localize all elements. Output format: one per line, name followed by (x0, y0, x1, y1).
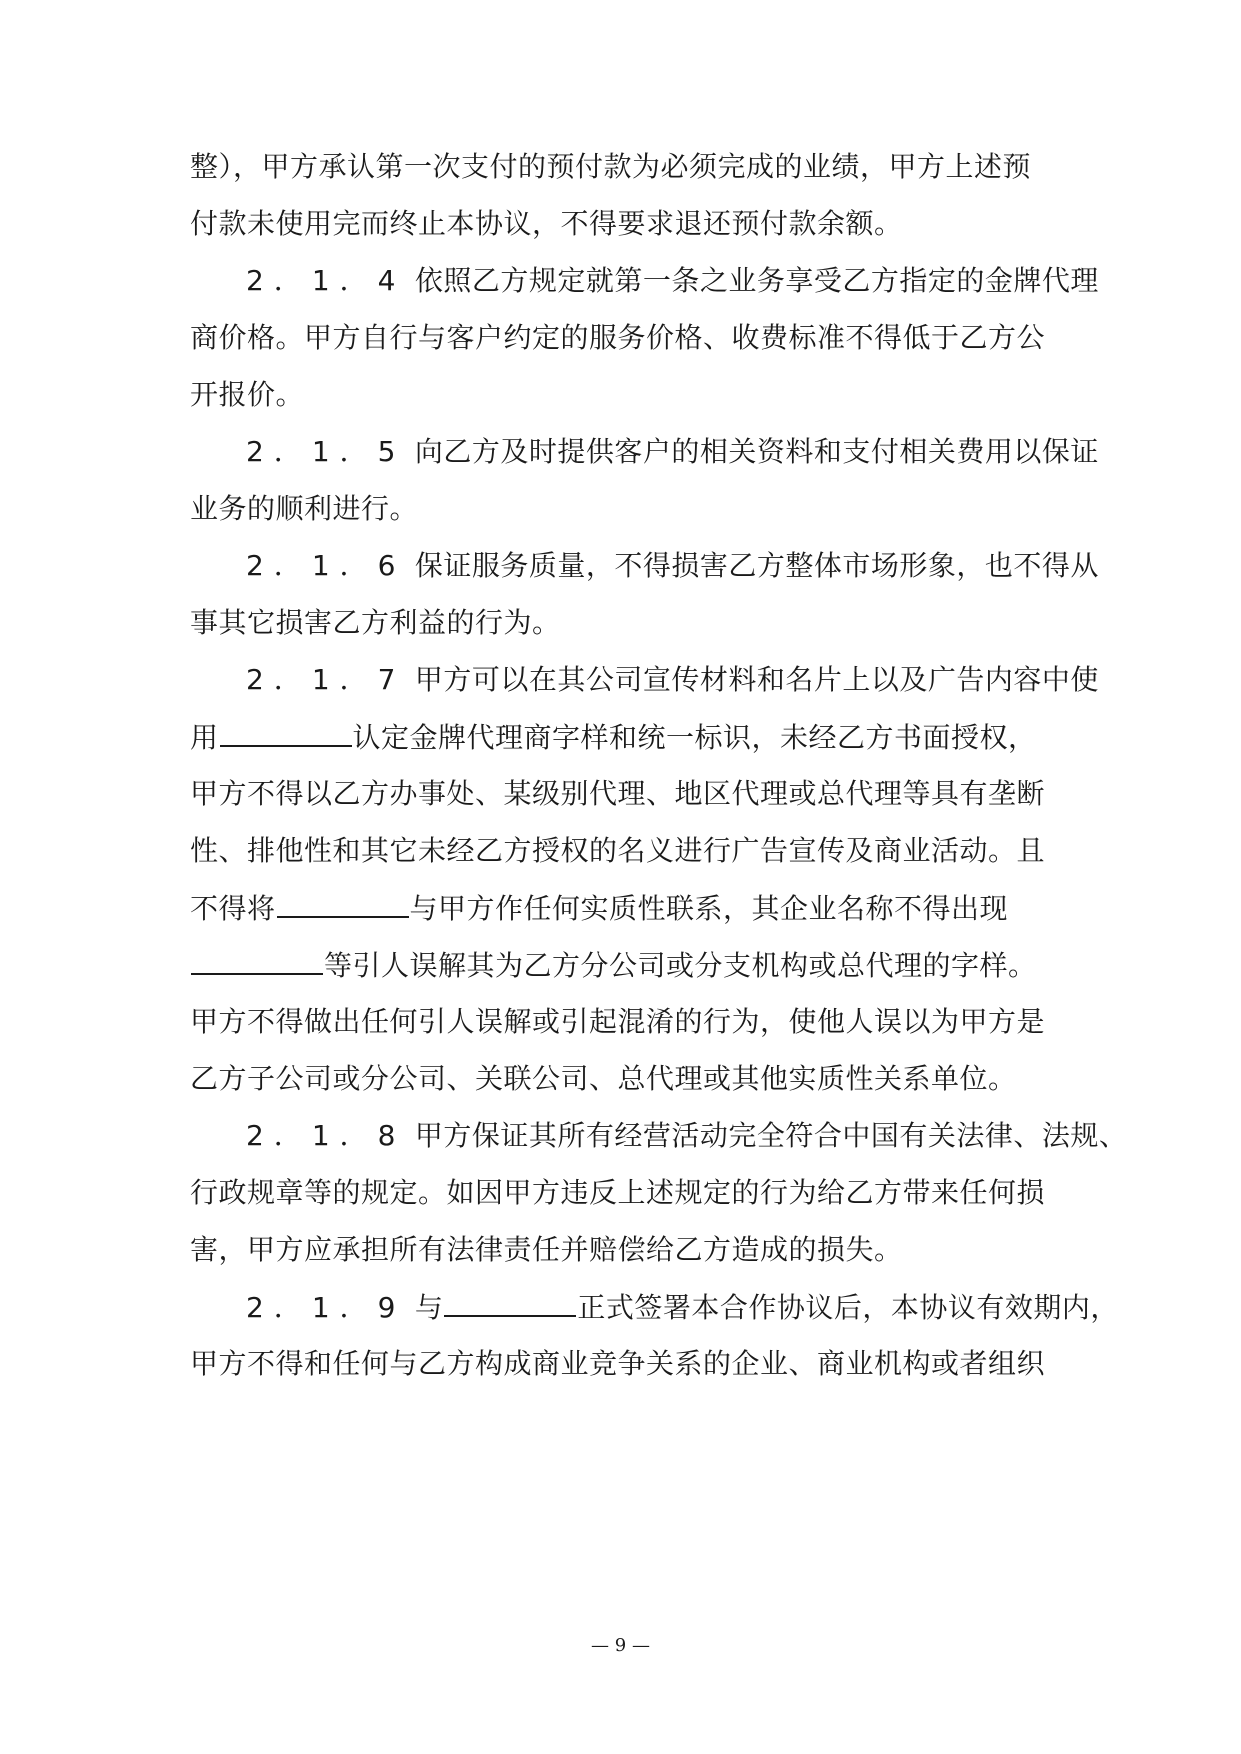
line-text: 与甲方作任何实质性联系，其企业名称不得出现 (409, 892, 1009, 925)
line-text: 开报价。 (190, 378, 305, 411)
line-text: 正式签署本合作协议后，本协议有效期内， (577, 1291, 1119, 1324)
clause-2-1-4 (190, 263, 1126, 299)
line-text: 认定金牌代理商字样和统一标识，未经乙方书面授权， (352, 721, 1037, 754)
line-text: 用 (190, 721, 219, 754)
line-text: 保证服务质量，不得损害乙方整体市场形象，也不得从 (405, 549, 1099, 582)
line-text: 行政规章等的规定。如因甲方违反上述规定的行为给乙方带来任何损 (190, 1176, 1046, 1209)
clause-number: 2．1．4 (246, 264, 406, 297)
fill-in-blank[interactable] (444, 1289, 576, 1317)
clause-number: 2．1．6 (246, 549, 406, 582)
line-text: 乙方子公司或分公司、关联公司、总代理或其他实质性关系单位。 (190, 1062, 1017, 1095)
paragraph-line (190, 320, 1070, 356)
paragraph-line (190, 947, 1070, 984)
paragraph-line (190, 1346, 1070, 1382)
paragraph-line (190, 1175, 1070, 1211)
fill-in-blank[interactable] (220, 719, 352, 747)
fill-in-blank[interactable] (191, 947, 323, 975)
clause-2-1-5 (190, 434, 1126, 470)
paragraph-line (190, 776, 1070, 812)
paragraph-line (190, 719, 1070, 756)
clause-number: 2．1．9 (246, 1291, 406, 1324)
page-number: — 9 — (591, 1635, 650, 1656)
line-text: 与 (405, 1291, 444, 1324)
clause-2-1-7 (190, 662, 1126, 698)
clause-2-1-8 (190, 1118, 1126, 1154)
line-text: 向乙方及时提供客户的相关资料和支付相关费用以保证 (405, 435, 1099, 468)
clause-number: 2．1．8 (246, 1119, 406, 1152)
paragraph-line (190, 605, 1070, 641)
line-text: 依照乙方规定就第一条之业务享受乙方指定的金牌代理 (405, 264, 1099, 297)
line-text: 甲方不得以乙方办事处、某级别代理、地区代理或总代理等具有垄断 (190, 777, 1046, 810)
paragraph-line (190, 1061, 1070, 1097)
paragraph-line (190, 833, 1070, 869)
paragraph-line (190, 890, 1070, 927)
line-text: 付款未使用完而终止本协议，不得要求退还预付款余额。 (190, 207, 903, 240)
fill-in-blank[interactable] (277, 890, 409, 918)
paragraph-line (190, 377, 1070, 413)
paragraph-line (190, 206, 1070, 242)
line-text: 甲方保证其所有经营活动完全符合中国有关法律、法规、 (405, 1119, 1128, 1152)
line-text: 业务的顺利进行。 (190, 492, 419, 525)
line-text: 害，甲方应承担所有法律责任并赔偿给乙方造成的损失。 (190, 1233, 903, 1266)
line-text: 等引人误解其为乙方分公司或分支机构或总代理的字样。 (324, 949, 1037, 982)
paragraph-line (190, 1232, 1070, 1268)
clause-2-1-6 (190, 548, 1126, 584)
line-text: 整），甲方承认第一次支付的预付款为必须完成的业绩，甲方上述预 (190, 150, 1032, 183)
line-text: 甲方可以在其公司宣传材料和名片上以及广告内容中使 (405, 663, 1099, 696)
paragraph-line (190, 491, 1070, 527)
paragraph-line (190, 1004, 1070, 1040)
line-text: 甲方不得做出任何引人误解或引起混淆的行为，使他人误以为甲方是 (190, 1005, 1046, 1038)
line-text: 事其它损害乙方利益的行为。 (190, 606, 561, 639)
line-text: 甲方不得和任何与乙方构成商业竞争关系的企业、商业机构或者组织 (190, 1347, 1046, 1380)
clause-number: 2．1．5 (246, 435, 406, 468)
clause-number: 2．1．7 (246, 663, 406, 696)
line-text: 商价格。甲方自行与客户约定的服务价格、收费标准不得低于乙方公 (190, 321, 1046, 354)
line-text: 性、排他性和其它未经乙方授权的名义进行广告宣传及商业活动。且 (190, 834, 1046, 867)
line-text: 不得将 (190, 892, 276, 925)
clause-2-1-9 (190, 1289, 1126, 1326)
paragraph-line (190, 149, 1070, 185)
